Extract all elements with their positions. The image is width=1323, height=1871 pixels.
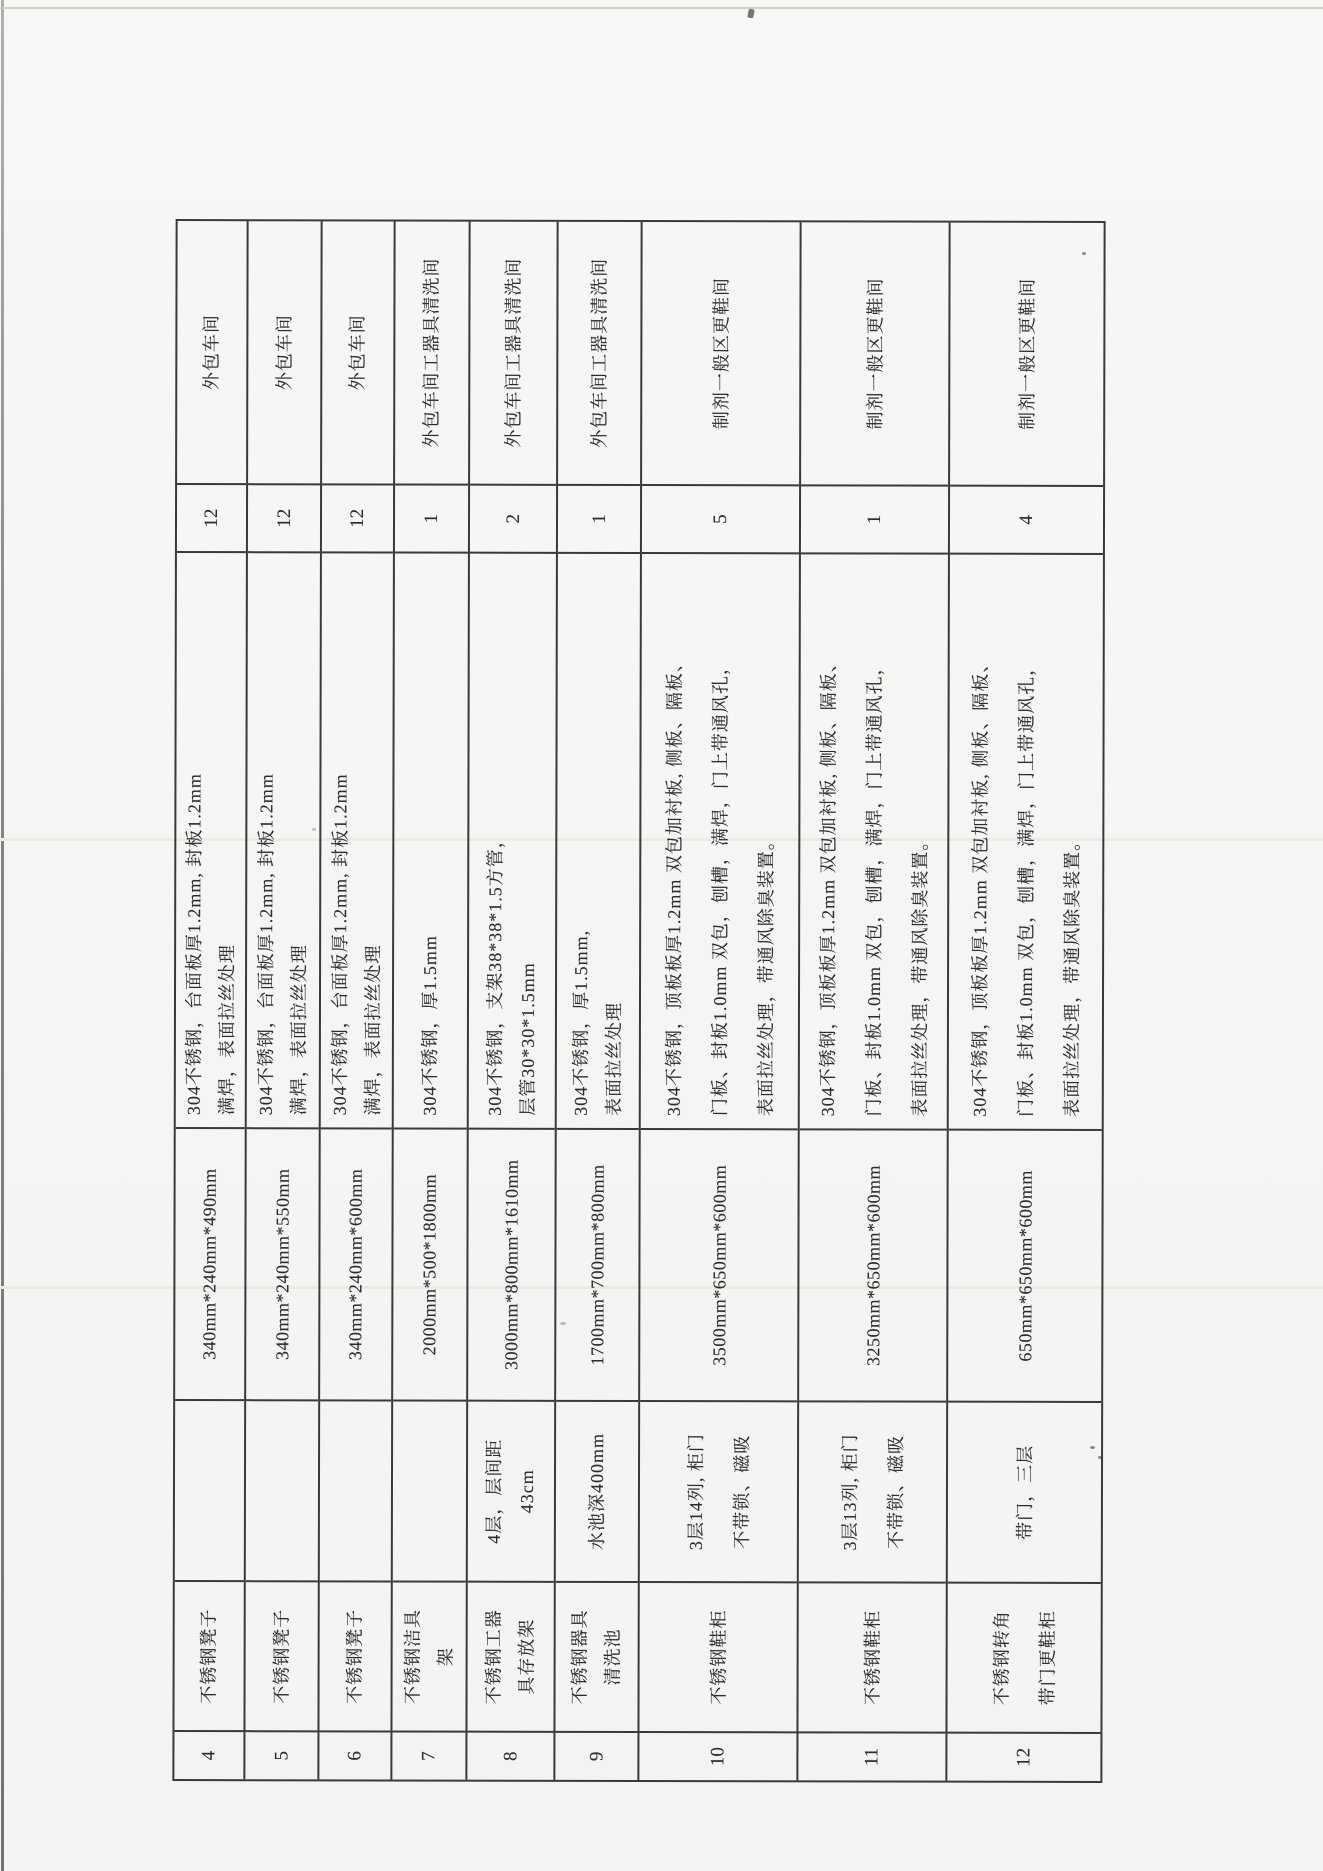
cell-features <box>799 1400 946 1581</box>
spec-line: 门板、封板1.0mm 双包，刨槽，满焊，门上带通风孔， <box>709 656 731 1117</box>
cell-features <box>175 1399 244 1580</box>
spec-line: 304不锈钢，支架38*38*1.5方管， <box>484 829 506 1116</box>
cell-features <box>393 1399 466 1580</box>
feature-line: 不带锁、磁吸 <box>731 1434 752 1549</box>
item-name: 不锈钢凳子 <box>271 1608 292 1704</box>
feature-line: 水池深400mm <box>586 1432 607 1550</box>
cell-location <box>177 221 247 483</box>
spec-line: 304不锈钢，厚1.5mm <box>419 935 441 1116</box>
table-row <box>798 222 950 1780</box>
item-name: 不锈钢洁具 <box>402 1609 423 1705</box>
cell-spec <box>557 552 640 1128</box>
spec-line: 304不锈钢，台面板厚1.2mm, 封板1.2mm <box>183 773 204 1116</box>
location: 外包车间工器具清洗间 <box>502 257 524 448</box>
spec-line: 满焊，表面拉丝处理 <box>216 944 237 1116</box>
cell-seq <box>467 1731 553 1780</box>
cell-seq <box>639 1731 796 1780</box>
dimensions: 3250mm*650mm*600mm <box>862 1164 884 1367</box>
table-row <box>947 223 1103 1781</box>
item-name: 架 <box>435 1647 456 1667</box>
cell-dimensions <box>468 1128 555 1400</box>
cell-features <box>556 1400 638 1581</box>
feature-line: 43cm <box>516 1469 538 1514</box>
table-row <box>392 221 470 1779</box>
feature-line: 4层，层间距 <box>483 1438 505 1544</box>
dimensions: 1700mm*700mm*800mm <box>586 1164 608 1366</box>
seq-number: 10 <box>706 1747 728 1767</box>
dimensions: 650mm*650mm*600mm <box>1014 1170 1036 1362</box>
cell-dimensions <box>556 1128 639 1400</box>
cell-dimensions <box>175 1127 245 1399</box>
cell-seq <box>798 1731 945 1780</box>
spec-line: 门板、封板1.0mm 双包，刨槽，满焊，门上带通风孔， <box>863 656 885 1117</box>
seq-number: 7 <box>418 1751 440 1761</box>
cell-qty <box>558 484 640 552</box>
cell-features <box>948 1401 1101 1582</box>
qty: 4 <box>1015 515 1037 525</box>
cell-location <box>642 222 800 484</box>
cell-seq <box>245 1730 317 1779</box>
qty: 1 <box>863 514 885 525</box>
cell-item-name <box>319 1580 390 1730</box>
spec-line: 304不锈钢，顶板板厚1.2mm 双包加衬板, 侧板、隔板、 <box>663 653 685 1117</box>
cell-spec <box>641 552 799 1128</box>
cell-location <box>950 223 1104 485</box>
feature-line: 不带锁、磁吸 <box>885 1435 906 1550</box>
spec-line: 层管30*30*1.5mm <box>517 962 539 1116</box>
qty: 2 <box>502 513 524 524</box>
seq-number: 12 <box>1012 1747 1034 1767</box>
dimensions: 3500mm*650mm*600mm <box>708 1164 730 1366</box>
item-name: 不锈钢工器 <box>483 1609 504 1705</box>
feature-line: 带门，三层 <box>1014 1444 1035 1540</box>
spec-line: 304不锈钢，台面板厚1.2mm, 封板1.2mm <box>255 773 277 1116</box>
spec-line: 304不锈钢，台面板厚1.2mm, 封板1.2mm <box>329 773 350 1116</box>
cell-qty <box>950 485 1103 553</box>
seq-number: 5 <box>270 1750 292 1761</box>
cell-qty <box>322 483 393 551</box>
cell-seq <box>947 1732 1100 1781</box>
location: 制剂一般区更鞋间 <box>1016 277 1038 430</box>
spec-line: 304不锈钢，厚1.5mm, <box>570 929 592 1116</box>
cell-item-name <box>392 1580 465 1730</box>
scan-edge-line-left <box>1 0 4 1871</box>
cell-spec <box>949 553 1103 1129</box>
seq-number: 9 <box>585 1751 607 1762</box>
dimensions: 2000mm*500*1800mm <box>419 1173 440 1356</box>
spec-line: 表面拉丝处理，带通风除臭装置。 <box>909 831 930 1117</box>
qty: 12 <box>200 508 223 528</box>
cell-qty <box>248 483 320 551</box>
cell-spec <box>176 551 246 1127</box>
cell-dimensions <box>320 1127 392 1399</box>
spec-line: 304不锈钢，顶板板厚1.2mm 双包加衬板, 侧板、隔板、 <box>817 653 839 1117</box>
scan-edge-line-top <box>0 7 1323 9</box>
cell-seq <box>555 1731 637 1780</box>
cell-spec <box>800 552 948 1128</box>
cell-item-name <box>947 1582 1100 1732</box>
cell-seq <box>319 1730 390 1779</box>
cell-location <box>248 221 321 483</box>
cell-item-name <box>639 1581 796 1731</box>
qty: 1 <box>588 514 610 524</box>
cell-location <box>801 222 949 484</box>
item-name: 不锈钢鞋柜 <box>708 1609 729 1705</box>
qty: 12 <box>273 508 295 528</box>
spec-line: 门板、封板1.0mm 双包，刨槽，满焊，门上带通风孔， <box>1015 656 1037 1117</box>
table-row <box>555 222 642 1780</box>
cell-dimensions <box>246 1127 319 1399</box>
table-row <box>245 221 322 1779</box>
cell-spec <box>321 551 393 1127</box>
cell-seq <box>174 1730 243 1779</box>
spec-line: 304不锈钢，顶板板厚1.2mm 双包加衬板, 侧板、隔板、 <box>969 653 991 1117</box>
cell-item-name <box>555 1581 637 1731</box>
item-name: 不锈钢鞋柜 <box>862 1609 883 1706</box>
cell-location <box>395 221 469 483</box>
spec-line: 表面拉丝处理，带通风除臭装置。 <box>755 831 776 1117</box>
item-name: 不锈钢器具 <box>569 1609 590 1705</box>
cell-qty <box>395 483 468 551</box>
cell-qty <box>470 484 556 552</box>
item-name: 不锈钢凳子 <box>344 1608 365 1704</box>
table-row <box>467 222 558 1780</box>
cell-dimensions <box>948 1129 1102 1401</box>
dimensions: 3000mm*800mm*1610mm <box>500 1159 522 1371</box>
seq-number: 11 <box>860 1747 882 1767</box>
item-name: 清洗池 <box>602 1628 623 1686</box>
cell-features <box>468 1400 554 1581</box>
location: 外包车间 <box>273 314 294 391</box>
dimensions: 340mm*240mm*550mm <box>271 1168 293 1361</box>
cell-item-name <box>798 1581 945 1731</box>
location: 制剂一般区更鞋间 <box>710 277 732 430</box>
equipment-table-grid <box>172 219 1105 1783</box>
cell-item-name <box>245 1580 317 1730</box>
qty: 5 <box>709 514 731 524</box>
location: 制剂一般区更鞋间 <box>864 277 886 430</box>
cell-location <box>322 221 394 483</box>
cell-location <box>470 222 557 484</box>
cell-spec <box>469 552 556 1128</box>
cell-qty <box>642 484 799 552</box>
cell-item-name <box>174 1580 243 1730</box>
spec-line: 满焊，表面拉丝处理 <box>362 944 383 1116</box>
qty: 1 <box>421 513 443 524</box>
cell-features <box>320 1399 391 1580</box>
rotated-table-container <box>172 219 1107 1783</box>
spec-line: 表面拉丝处理 <box>603 1001 624 1116</box>
item-name: 具存放架 <box>516 1618 537 1695</box>
seq-number: 8 <box>499 1751 521 1762</box>
cell-spec <box>394 551 468 1127</box>
cell-qty <box>801 484 948 552</box>
cell-spec <box>247 551 320 1127</box>
table-row <box>639 222 801 1780</box>
seq-number: 4 <box>198 1750 220 1761</box>
cell-dimensions <box>799 1128 947 1400</box>
location: 外包车间工器具清洗间 <box>588 257 610 448</box>
equipment-table <box>172 219 1105 1783</box>
location: 外包车间工器具清洗间 <box>421 257 442 448</box>
cell-qty <box>177 483 246 551</box>
location: 外包车间 <box>201 314 222 391</box>
item-name: 不锈钢转角 <box>991 1610 1012 1706</box>
cell-location <box>558 222 641 484</box>
cell-item-name <box>467 1581 553 1731</box>
cell-seq <box>392 1730 465 1779</box>
spec-line: 满焊，表面拉丝处理 <box>288 944 310 1116</box>
spec-line: 表面拉丝处理，带通风除臭装置。 <box>1061 831 1082 1117</box>
location: 外包车间 <box>347 314 368 391</box>
dimensions: 340mm*240mm*600mm <box>345 1168 366 1361</box>
scan-speck <box>747 8 755 18</box>
cell-dimensions <box>393 1127 467 1399</box>
cell-dimensions <box>640 1128 798 1400</box>
cell-features <box>246 1399 318 1580</box>
cell-features <box>640 1400 797 1581</box>
table-row <box>174 221 248 1779</box>
item-name: 不锈钢凳子 <box>198 1608 219 1704</box>
seq-number: 6 <box>344 1751 366 1761</box>
feature-line: 3层14列, 柜门 <box>685 1433 706 1551</box>
dimensions: 340mm*240mm*490mm <box>199 1168 220 1360</box>
item-name: 带门更鞋柜 <box>1037 1610 1058 1706</box>
feature-line: 3层13列, 柜门 <box>839 1433 860 1551</box>
table-row <box>319 221 395 1779</box>
qty: 12 <box>346 508 369 528</box>
